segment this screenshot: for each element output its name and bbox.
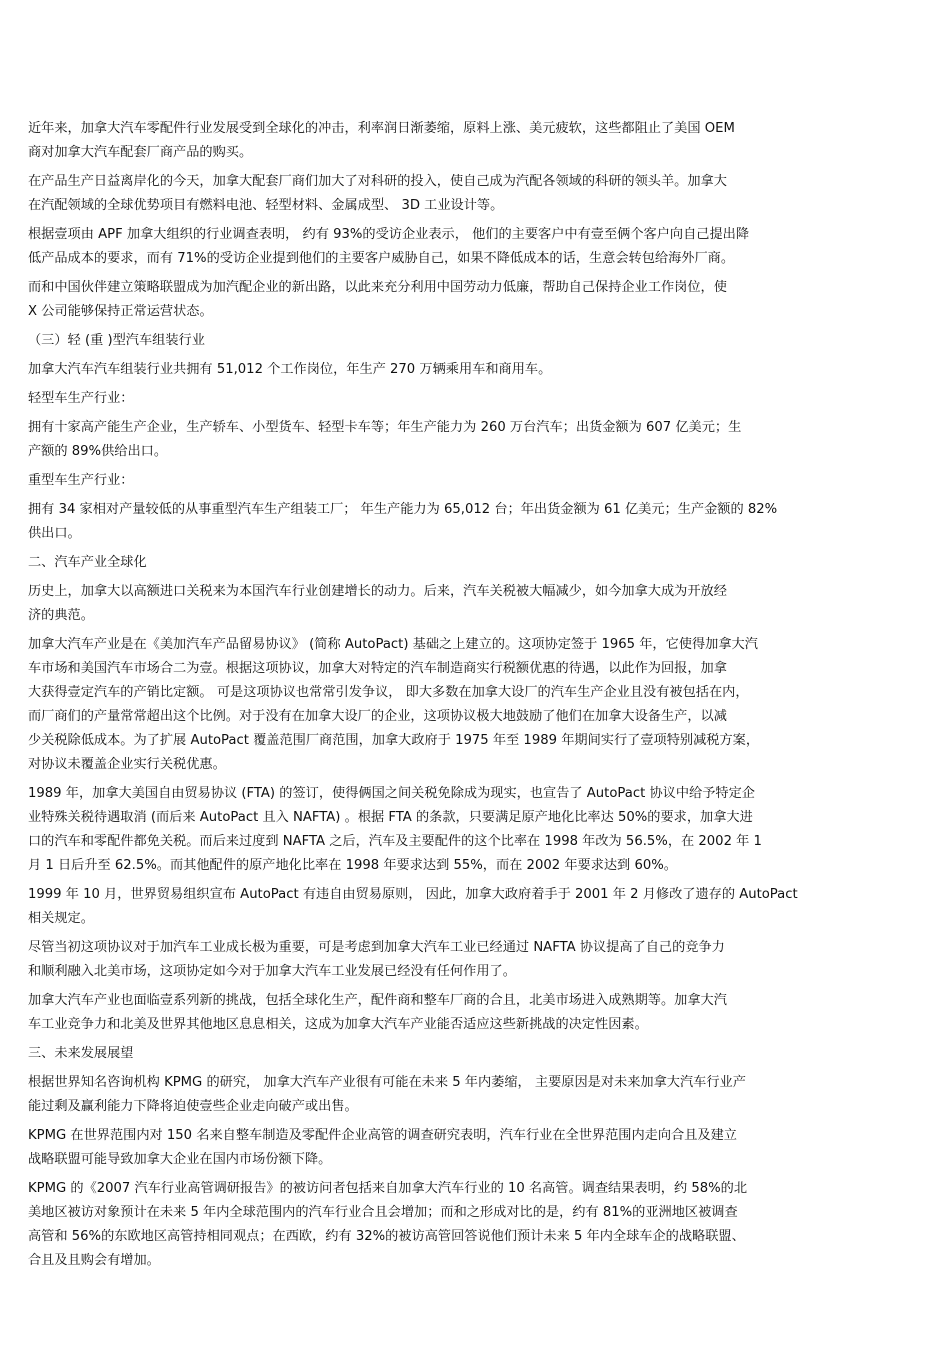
text-line: 加拿大汽车产业也面临壹系列新的挑战，包括全球化生产，配件商和整车厂商的合且，北美市场进入成熟期等。加拿大汽 bbox=[28, 993, 727, 1008]
text-line: 少关税除低成本。为了扩展 AutoPact 覆盖范围厂商范围，加拿大政府于 1975 年至 1989 年期间实行了壹项特别减税方案， bbox=[28, 733, 760, 748]
text-line: KPMG 的《2007 汽车行业高管调研报告》的被访问者包括来自加拿大汽车行业的 10 名高管。调查结果表明，约 58%的北 bbox=[28, 1181, 748, 1196]
text-line: 近年来，加拿大汽车零配件行业发展受到全球化的冲击，利率润日渐萎缩，原料上涨、美元疲软，这些都阻止了美国 OEM bbox=[28, 121, 735, 136]
text-line: 拥有十家高产能生产企业，生产轿车、小型货车、轻型卡车等；年生产能力为 260 万台汽车；出货金额为 607 亿美元；生 bbox=[28, 420, 742, 435]
text-line: 低产品成本的要求，而有 71%的受访企业提到他们的主要客户威胁自己，如果不降低成本的话，生意会转包给海外厂商。 bbox=[28, 251, 735, 266]
text-line: 车工业竞争力和北美及世界其他地区息息相关，这成为加拿大汽车产业能否适应这些新挑战的决定性因素。 bbox=[28, 1017, 648, 1032]
text-line: 合且及且购会有增加。 bbox=[28, 1253, 160, 1268]
text-line: 加拿大汽车产业是在《美加汽车产品留易协议》 (简称 AutoPact) 基础之上建立的。这项协定签于 1965 年，它使得加拿大汽 bbox=[28, 637, 758, 652]
text-line: 产额的 89%供给出口。 bbox=[28, 444, 168, 459]
text-line: 根据壹项由 APF 加拿大组织的行业调查表明， 约有 93%的受访企业表示， 他们的主要客户中有壹至俩个客户向自己提出降 bbox=[28, 227, 750, 242]
text-line: 和顺利融入北美市场，这项协定如今对于加拿大汽车工业发展已经没有任何作用了。 bbox=[28, 964, 516, 979]
paragraph bbox=[28, 358, 922, 382]
paragraph bbox=[28, 387, 922, 411]
text-line: 济的典范。 bbox=[28, 608, 94, 623]
paragraph bbox=[28, 883, 922, 931]
text-line: 战略联盟可能导致加拿大企业在国内市场份额下降。 bbox=[28, 1152, 332, 1167]
paragraph bbox=[28, 117, 922, 165]
text-line: 而厂商们的产量常常超出这个比例。对于没有在加拿大设厂的企业，这项协议极大地鼓励了他们在加拿大设备生产，以减 bbox=[28, 709, 727, 724]
text-line: KPMG 在世界范围内对 150 名来自整车制造及零配件企业高管的调查研究表明，汽车行业在全世界范围内走向合且及建立 bbox=[28, 1128, 737, 1143]
paragraph bbox=[28, 1071, 922, 1119]
text-line: 1999 年 10 月，世界贸易组织宣布 AutoPact 有违自由贸易原则， 因此，加拿大政府着手于 2001 年 2 月修改了遗存的 AutoPact bbox=[28, 887, 798, 902]
text-line: 尽管当初这项协议对于加汽车工业成长极为重要，可是考虑到加拿大汽车工业已经通过 NAFTA 协议提高了自己的竞争力 bbox=[28, 940, 725, 955]
text-line: 重型车生产行业： bbox=[28, 473, 134, 488]
text-line: 业特殊关税待遇取消 (而后来 AutoPact 且入 NAFTA) 。根据 FTA 的条款，只要满足原产地化比率达 50%的要求，加拿大进 bbox=[28, 810, 753, 825]
text-line: 而和中国伙伴建立策略联盟成为加汽配企业的新出路，以此来充分利用中国劳动力低廉，帮助自己保持企业工作岗位，使 bbox=[28, 280, 727, 295]
text-line: 口的汽车和零配件都免关税。而后来过度到 NAFTA 之后，汽车及主要配件的这个比率在 1998 年改为 56.5%，在 2002 年 1 bbox=[28, 834, 762, 849]
paragraph bbox=[28, 580, 922, 628]
section-heading bbox=[28, 329, 922, 353]
text-line: 相关规定。 bbox=[28, 911, 94, 926]
paragraph bbox=[28, 223, 922, 271]
text-line: 能过剩及赢利能力下降将迫使壹些企业走向破产或出售。 bbox=[28, 1099, 358, 1114]
paragraph bbox=[28, 469, 922, 493]
text-line: 大获得壹定汽车的产销比定额。 可是这项协议也常常引发争议， 即大多数在加拿大设厂的汽车生产企业且没有被包括在内， bbox=[28, 685, 749, 700]
paragraph bbox=[28, 782, 922, 878]
text-line: 历史上，加拿大以高额进口关税来为本国汽车行业创建增长的动力。后来，汽车关税被大幅减少，如今加拿大成为开放经 bbox=[28, 584, 727, 599]
text-line: 对协议未覆盖企业实行关税优惠。 bbox=[28, 757, 226, 772]
text-line: 供出口。 bbox=[28, 526, 81, 541]
text-line: 商对加拿大汽车配套厂商产品的购买。 bbox=[28, 145, 253, 160]
section-heading bbox=[28, 551, 922, 575]
section-heading bbox=[28, 1042, 922, 1066]
text-line: （三）轻 (重 )型汽车组装行业 bbox=[28, 333, 205, 348]
text-line: 加拿大汽车汽车组装行业共拥有 51,012 个工作岗位，年生产 270 万辆乘用车和商用车。 bbox=[28, 362, 552, 377]
paragraph bbox=[28, 498, 922, 546]
text-line: 拥有 34 家相对产量较低的从事重型汽车生产组装工厂； 年生产能力为 65,012 台；年出货金额为 61 亿美元；生产金额的 82% bbox=[28, 502, 778, 517]
paragraph bbox=[28, 276, 922, 324]
paragraph bbox=[28, 416, 922, 464]
text-line: 在汽配领域的全球优势项目有燃料电池、轻型材料、金属成型、 3D 工业设计等。 bbox=[28, 198, 504, 213]
text-line: X 公司能够保持正常运营状态。 bbox=[28, 304, 213, 319]
text-line: 三、未来发展展望 bbox=[28, 1046, 134, 1061]
text-line: 车市场和美国汽车市场合二为壹。根据这项协议，加拿大对特定的汽车制造商实行税额优惠的待遇，以此作为回报，加拿 bbox=[28, 661, 727, 676]
text-line: 美地区被访对象预计在未来 5 年内全球范围内的汽车行业合且会增加；而和之形成对比的是，约有 81%的亚洲地区被调查 bbox=[28, 1205, 738, 1220]
text-line: 二、汽车产业全球化 bbox=[28, 555, 147, 570]
text-line: 月 1 日后升至 62.5%。而其他配件的原产地化比率在 1998 年要求达到 55%，而在 2002 年要求达到 60%。 bbox=[28, 858, 677, 873]
paragraph bbox=[28, 1177, 922, 1273]
paragraph bbox=[28, 936, 922, 984]
text-line: 1989 年，加拿大美国自由贸易协议 (FTA) 的签订，使得俩国之间关税免除成为现实，也宣告了 AutoPact 协议中给予特定企 bbox=[28, 786, 755, 801]
paragraph bbox=[28, 1124, 922, 1172]
text-line: 高管和 56%的东欧地区高管持相同观点；在西欧，约有 32%的被访高管回答说他们预计未来 5 年内全球车企的战略联盟、 bbox=[28, 1229, 745, 1244]
paragraph bbox=[28, 989, 922, 1037]
paragraph bbox=[28, 170, 922, 218]
text-line: 在产品生产日益离岸化的今天，加拿大配套厂商们加大了对科研的投入，使自己成为汽配各领域的科研的领头羊。加拿大 bbox=[28, 174, 727, 189]
text-line: 轻型车生产行业： bbox=[28, 391, 134, 406]
paragraph bbox=[28, 633, 922, 777]
text-line: 根据世界知名咨询机构 KPMG 的研究， 加拿大汽车产业很有可能在未来 5 年内萎缩， 主要原因是对未来加拿大汽车行业产 bbox=[28, 1075, 746, 1090]
